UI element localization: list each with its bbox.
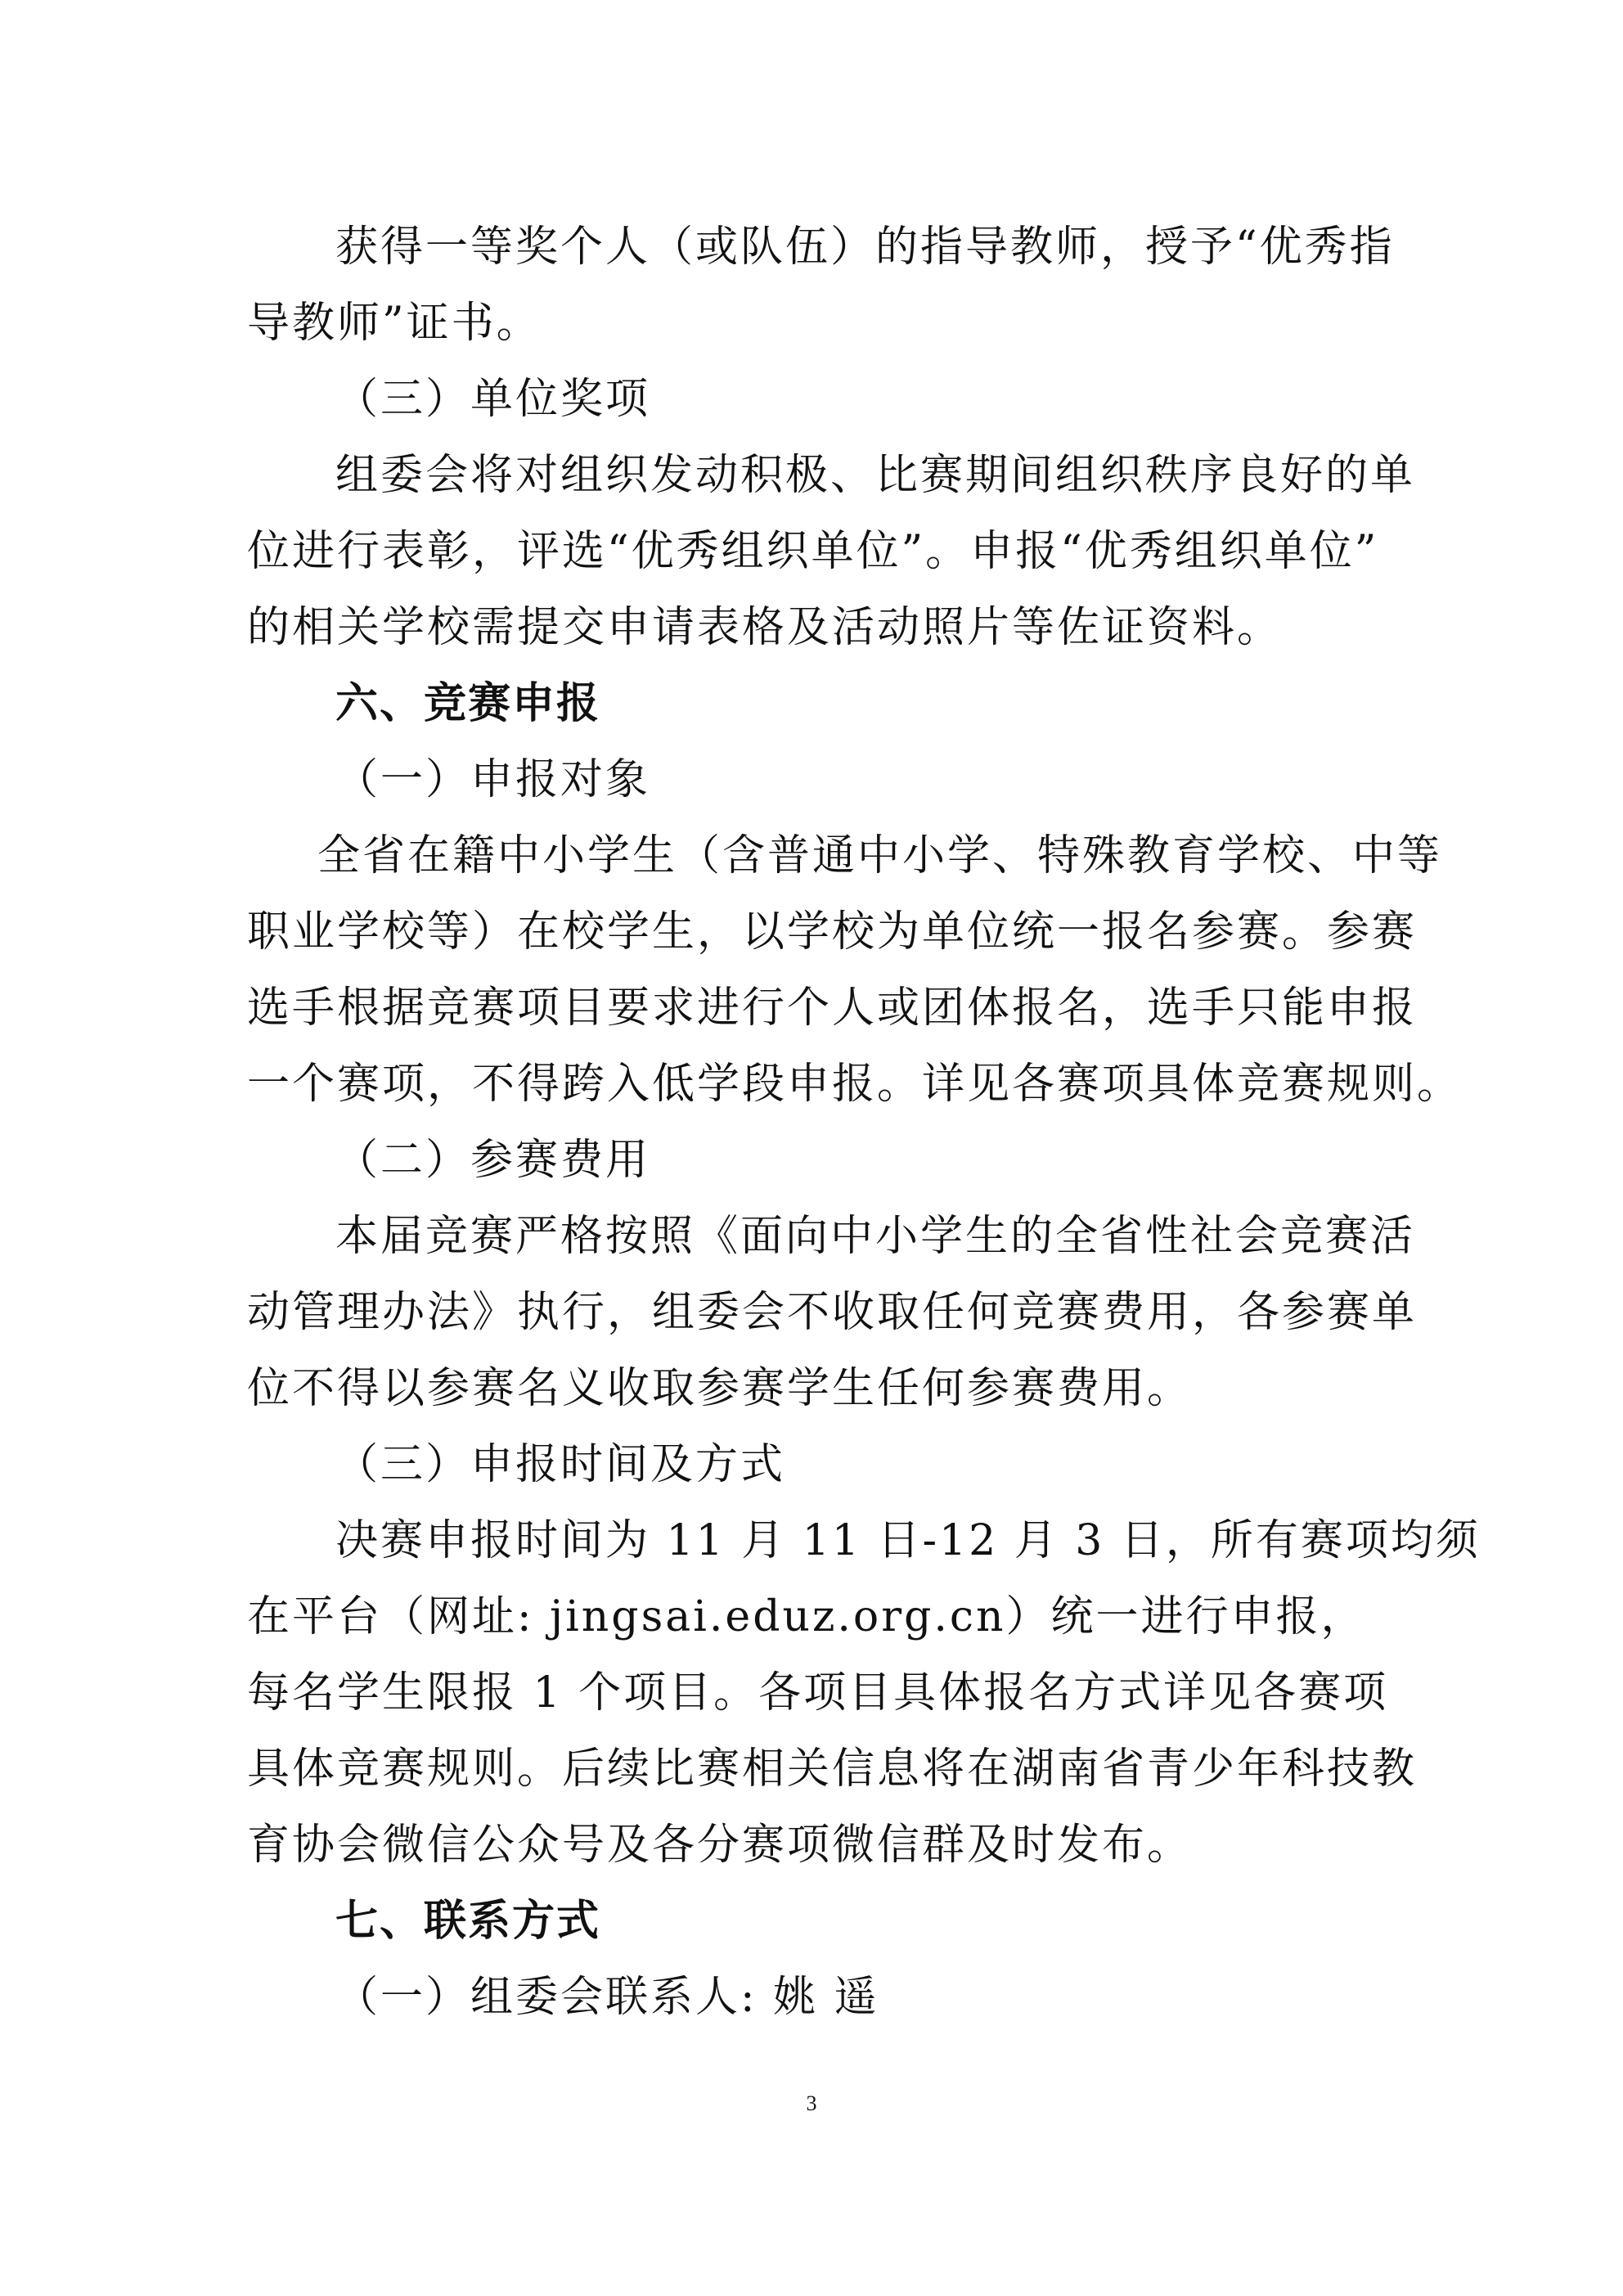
paragraph-line: 的相关学校需提交申请表格及活动照片等佐证资料。 xyxy=(247,603,1283,652)
paragraph-line: 选手根据竞赛项目要求进行个人或团体报名，选手只能申报 xyxy=(247,984,1418,1033)
paragraph-line: 位进行表彰，评选“优秀组织单位”。申报“优秀组织单位” xyxy=(247,527,1379,576)
paragraph-line-with-url: 在平台（网址: jingsai.eduz.org.cn）统一进行申报， xyxy=(247,1592,1366,1641)
subheading-application-time-method: （三）申报时间及方式 xyxy=(335,1440,786,1489)
paragraph-line: 获得一等奖个人（或队伍）的指导教师，授予“优秀指 xyxy=(335,223,1395,272)
contact-person-line: （一）组委会联系人: 姚 遥 xyxy=(335,1973,879,2022)
paragraph-line: 育协会微信公众号及各分赛项微信群及时发布。 xyxy=(247,1821,1193,1870)
paragraph-line: 具体竞赛规则。后续比赛相关信息将在湖南省青少年科技教 xyxy=(247,1745,1418,1794)
paragraph-line: 职业学校等）在校学生，以学校为单位统一报名参赛。参赛 xyxy=(247,907,1418,957)
paragraph-line: 组委会将对组织发动积极、比赛期间组织秩序良好的单 xyxy=(335,451,1416,500)
subheading-participation-fees: （二）参赛费用 xyxy=(335,1136,651,1185)
paragraph-line: 动管理办法》执行，组委会不收取任何竞赛费用，各参赛单 xyxy=(247,1288,1418,1337)
page-number: 3 xyxy=(806,2091,817,2115)
paragraph-line: 决赛申报时间为 11 月 11 日-12 月 3 日，所有赛项均须 xyxy=(335,1516,1481,1565)
subheading-unit-awards: （三）单位奖项 xyxy=(335,375,651,424)
section-heading-contact: 七、联系方式 xyxy=(335,1897,601,1946)
paragraph-line: 导教师”证书。 xyxy=(247,299,542,348)
paragraph-line: 本届竞赛严格按照《面向中小学生的全省性社会竞赛活 xyxy=(335,1212,1416,1261)
paragraph-line: 全省在籍中小学生（含普通中小学、特殊教育学校、中等 xyxy=(317,831,1443,880)
paragraph-line: 一个赛项，不得跨入低学段申报。详见各赛项具体竞赛规则。 xyxy=(247,1060,1463,1109)
subheading-application-targets: （一）申报对象 xyxy=(335,755,651,804)
paragraph-line: 每名学生限报 1 个项目。各项目具体报名方式详见各赛项 xyxy=(247,1668,1389,1717)
section-heading-competition-application: 六、竞赛申报 xyxy=(335,679,601,728)
paragraph-line: 位不得以参赛名义收取参赛学生任何参赛费用。 xyxy=(247,1364,1193,1413)
